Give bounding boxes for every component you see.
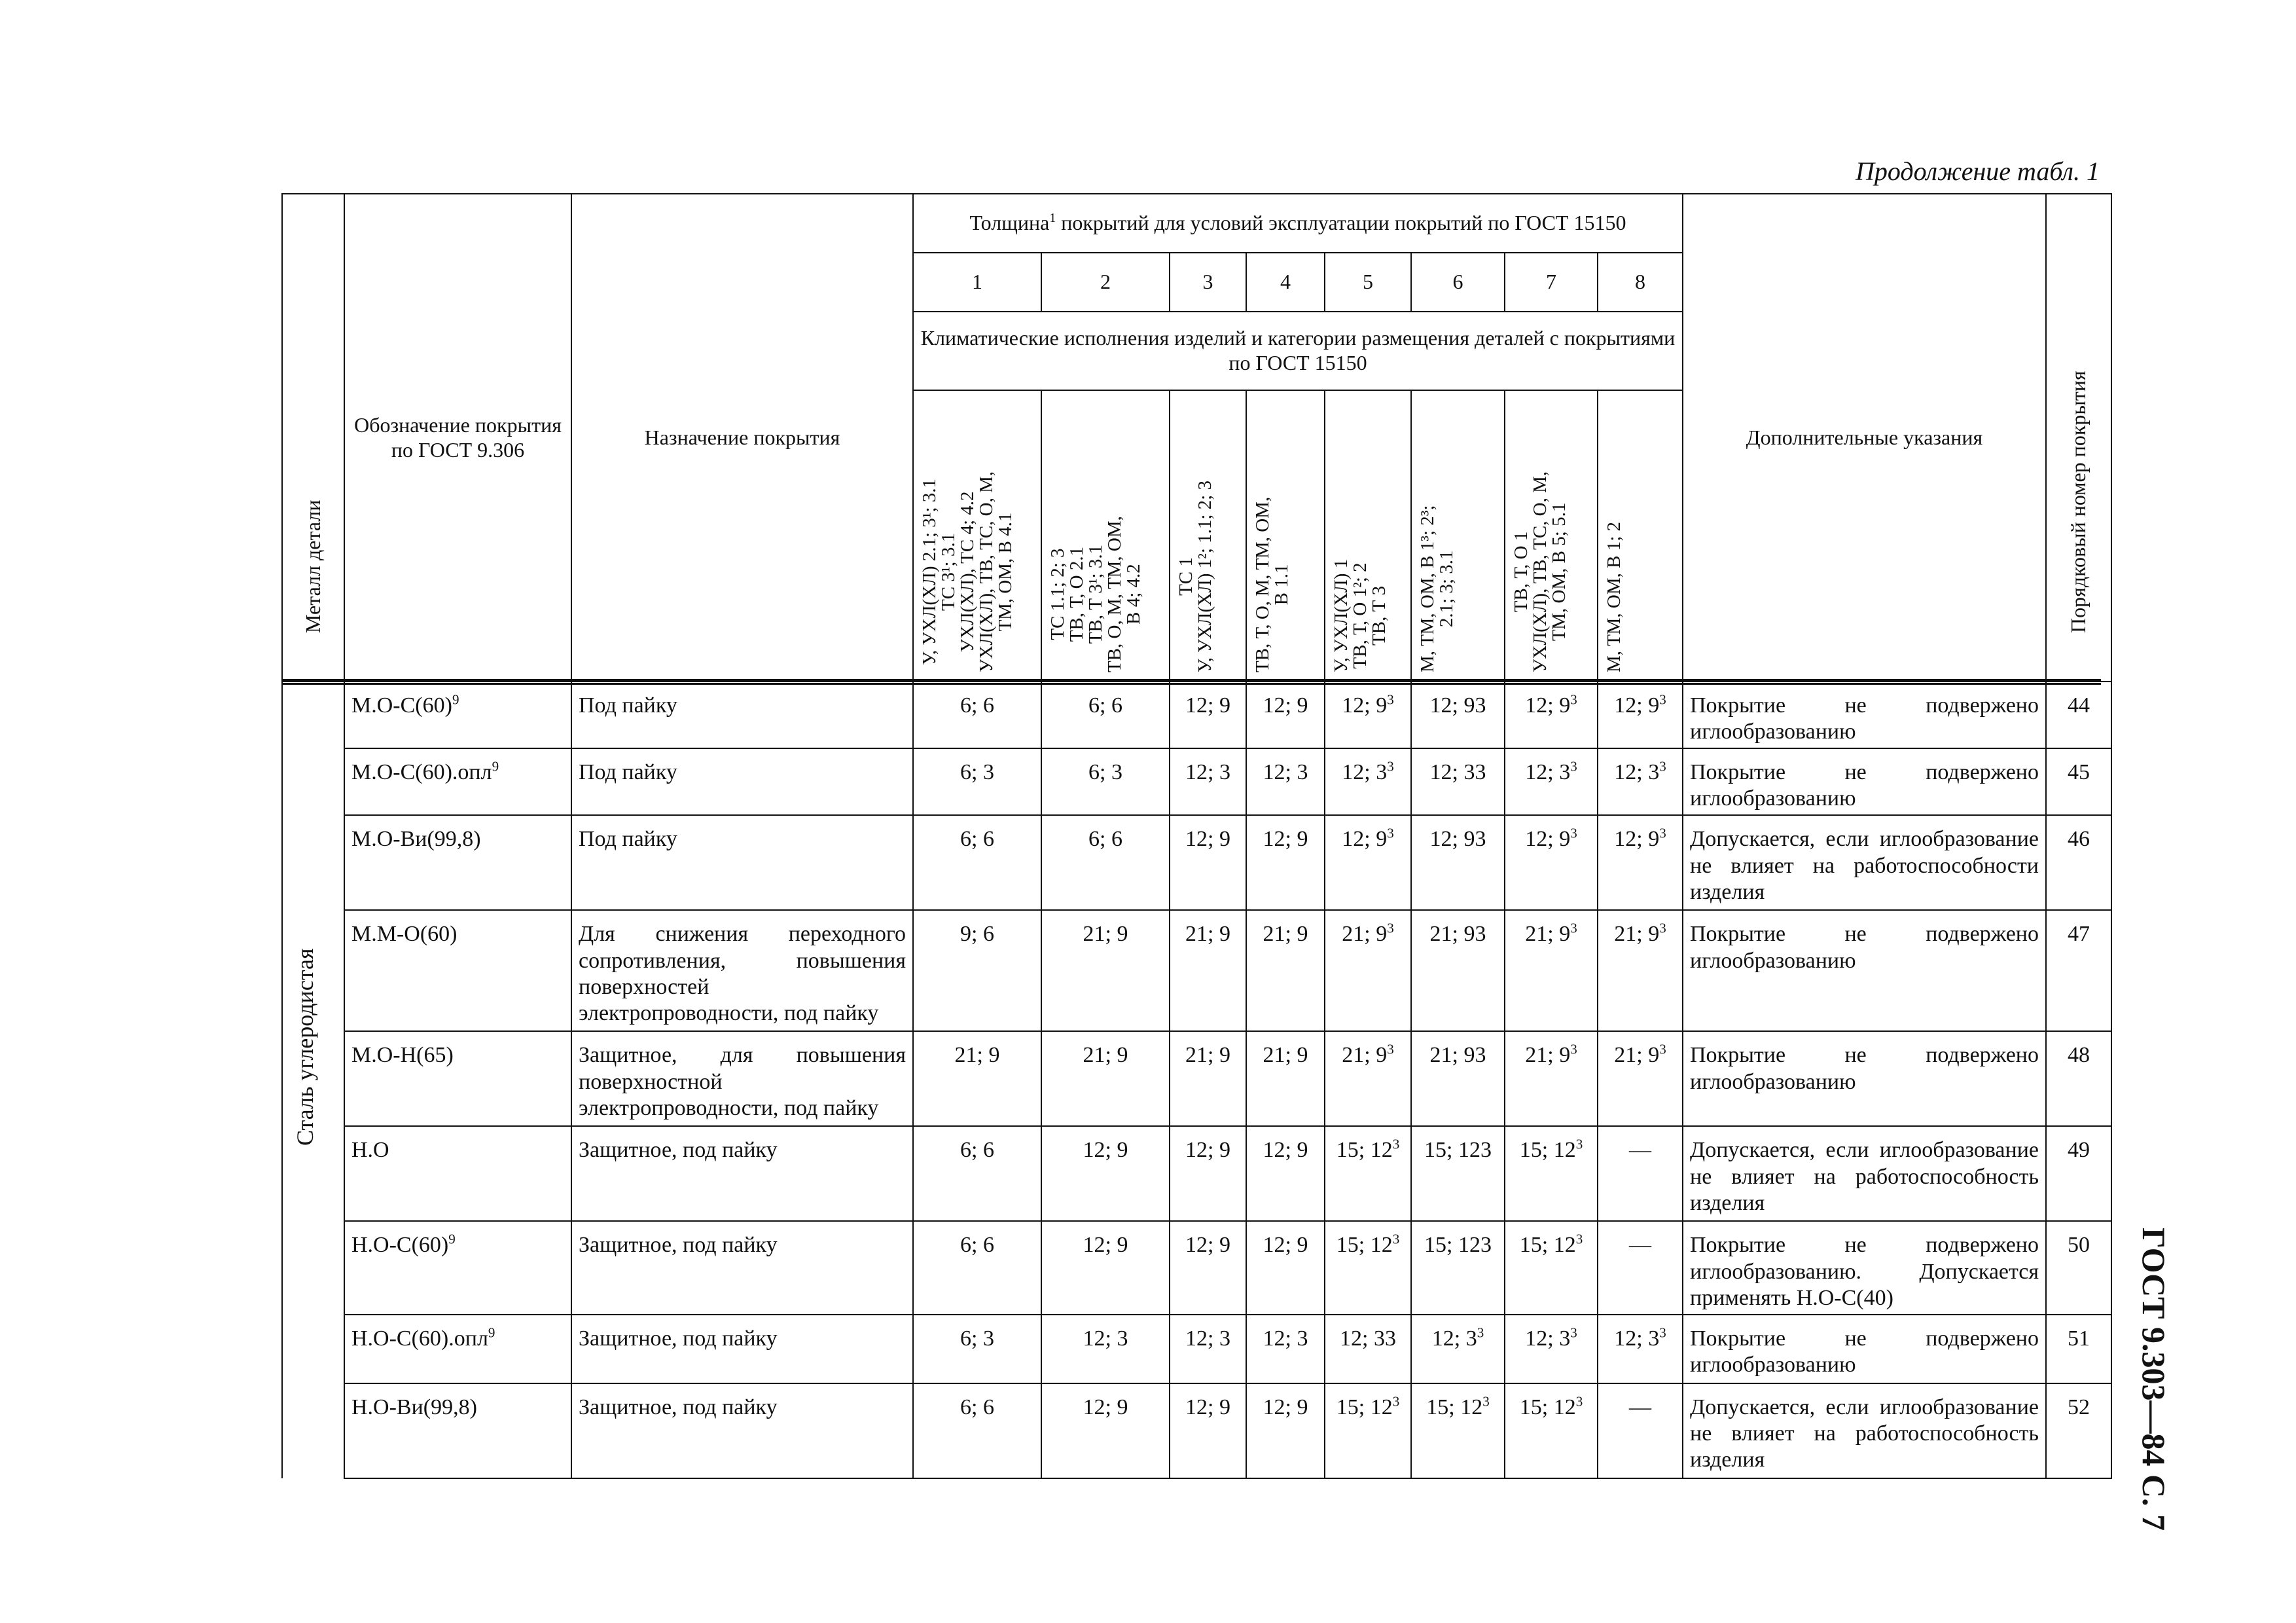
climate-line: УХЛ(ХЛ), ТВ, ТС, О, М,	[976, 471, 997, 672]
climate-cell-7	[1505, 390, 1598, 682]
climate-text-5	[1332, 559, 1389, 672]
designation-cell	[344, 910, 571, 1031]
thickness-value: 21; 9	[1083, 922, 1128, 947]
thickness-cell-5	[1325, 1221, 1411, 1314]
climate-text-2	[1049, 516, 1143, 672]
thickness-value: 12; 9	[1525, 827, 1571, 852]
side-caption: ГОСТ 9.303—84 С. 7	[2136, 1228, 2172, 1531]
header-purpose: Назначение покрытия	[571, 194, 913, 682]
notes-cell: Покрытие не подвержено иглообразованию	[1683, 1315, 2046, 1383]
thickness-value: 12; 3	[1431, 1326, 1477, 1351]
header-number	[2046, 194, 2111, 682]
climate-text-6	[1418, 505, 1456, 672]
climate-line: В 1.1	[1271, 564, 1292, 606]
thickness-cell-2	[1041, 682, 1170, 748]
thickness-footnote: 3	[1392, 1231, 1400, 1247]
notes-cell: Покрытие не подвержено иглообразованию	[1683, 748, 2046, 815]
thickness-value: 6; 6	[960, 1138, 994, 1163]
header-designation: Обозначение покрытия по ГОСТ 9.306	[344, 194, 571, 682]
climate-line: У, УХЛ(ХЛ) 2.1; 3¹; 3.1	[919, 478, 940, 665]
climate-line: ТВ, Т 3	[1369, 585, 1390, 646]
climate-text-4	[1253, 497, 1291, 672]
designation-text: Н.О-С(60).опл	[351, 1326, 488, 1351]
thickness-value: 12; 9	[1342, 693, 1388, 718]
thickness-value: 6; 6	[1088, 693, 1122, 718]
thickness-cell-5	[1325, 1383, 1411, 1478]
designation-footnote: 9	[488, 1324, 495, 1341]
thickness-cell-2	[1041, 748, 1170, 815]
thickness-cell-3	[1170, 682, 1246, 748]
thickness-cell-4	[1246, 682, 1325, 748]
header-notes: Дополнительные указания	[1683, 194, 2046, 682]
thickness-footnote: 3	[1570, 825, 1577, 841]
table-row	[282, 748, 2111, 815]
table-row	[282, 682, 2111, 748]
thickness-cell-4	[1246, 1315, 1325, 1383]
row-number-cell: 46	[2046, 815, 2111, 910]
thickness-cell-2	[1041, 1383, 1170, 1478]
notes-cell: Покрытие не подвержено иглообразованию	[1683, 682, 2046, 748]
climate-line: ТС 1.1; 2; 3	[1047, 548, 1068, 640]
thickness-value: 12; 9	[1083, 1233, 1128, 1258]
designation-cell	[344, 1126, 571, 1221]
thickness-cell-6	[1411, 1315, 1505, 1383]
purpose-cell: Под пайку	[571, 682, 913, 748]
thickness-footnote: 3	[1659, 1041, 1666, 1057]
climate-line: В 4; 4.2	[1123, 564, 1144, 625]
climate-text-7	[1512, 471, 1569, 672]
climate-line: ТВ, Т 3¹; 3.1	[1085, 544, 1106, 644]
thickness-value: 12; 9	[1185, 1233, 1230, 1258]
thickness-value: 21; 9	[1185, 1043, 1230, 1068]
purpose-cell: Для снижения переходного сопротивления, повышения поверхностей электропроводности, под пайку	[571, 910, 913, 1031]
designation-footnote: 9	[448, 1231, 456, 1247]
thickness-value: 12; 93	[1429, 827, 1486, 852]
climate-line: ТВ, О, М, ТМ, ОМ,	[1104, 516, 1125, 672]
thickness-value: 12; 9	[1263, 693, 1308, 718]
purpose-cell: Защитное, под пайку	[571, 1221, 913, 1314]
thickness-cell-6	[1411, 815, 1505, 910]
climate-cell-6	[1411, 390, 1505, 682]
header-metal	[282, 194, 344, 682]
thickness-cell-4	[1246, 1031, 1325, 1126]
thickness-value: 15; 12	[1336, 1233, 1393, 1258]
thickness-footnote: 3	[1387, 1041, 1394, 1057]
thickness-value: 21; 9	[1614, 922, 1660, 947]
climate-line: ТС 1	[1175, 557, 1196, 596]
thickness-cell-8	[1598, 1031, 1683, 1126]
thickness-cell-8	[1598, 1126, 1683, 1221]
thickness-cell-8	[1598, 815, 1683, 910]
thickness-value: 6; 3	[960, 760, 994, 785]
thickness-value: —	[1629, 1233, 1651, 1258]
designation-footnote: 9	[492, 758, 499, 775]
thickness-footnote: 3	[1570, 1041, 1577, 1057]
thickness-cell-1	[913, 1383, 1041, 1478]
thickness-value: 12; 9	[1185, 693, 1230, 718]
thickness-cell-6	[1411, 1031, 1505, 1126]
thickness-value: 21; 9	[1342, 922, 1388, 947]
thickness-cell-3	[1170, 1315, 1246, 1383]
thickness-value: 21; 93	[1429, 922, 1486, 947]
thickness-value: —	[1629, 1395, 1651, 1419]
thickness-cell-4	[1246, 910, 1325, 1031]
notes-cell: Покрытие не подвержено иглообразованию	[1683, 910, 2046, 1031]
notes-cell: Допускается, если иглообразование не влияет на работоспособность изделия	[1683, 1126, 2046, 1221]
thickness-cell-2	[1041, 910, 1170, 1031]
thickness-cell-3	[1170, 748, 1246, 815]
thickness-cell-6	[1411, 1221, 1505, 1314]
thickness-value: 12; 3	[1614, 760, 1660, 785]
thickness-footnote: 3	[1387, 920, 1394, 936]
thickness-footnote: 3	[1570, 758, 1577, 775]
thickness-value: —	[1629, 1138, 1651, 1163]
thickness-value: 21; 93	[1429, 1043, 1486, 1068]
thickness-cell-7	[1505, 910, 1598, 1031]
thickness-cell-6	[1411, 748, 1505, 815]
thickness-cell-2	[1041, 1031, 1170, 1126]
thickness-cell-2	[1041, 1315, 1170, 1383]
thickness-cell-8	[1598, 1221, 1683, 1314]
table-body	[282, 682, 2111, 1478]
thickness-cell-6	[1411, 1126, 1505, 1221]
thickness-cell-1	[913, 1031, 1041, 1126]
climate-line: ТВ, Т, О, М, ТМ, ОМ,	[1252, 496, 1273, 672]
notes-cell: Допускается, если иглообразование не влияет на работоспособность изделия	[1683, 1383, 2046, 1478]
thickness-cell-5	[1325, 910, 1411, 1031]
designation-text: М.О-Ви(99,8)	[351, 827, 481, 852]
thickness-footnote: 3	[1659, 691, 1666, 708]
condition-number-5: 5	[1325, 253, 1411, 312]
row-number-cell: 47	[2046, 910, 2111, 1031]
thickness-cell-3	[1170, 1383, 1246, 1478]
row-number-cell: 48	[2046, 1031, 2111, 1126]
thickness-cell-1	[913, 815, 1041, 910]
thickness-cell-7	[1505, 815, 1598, 910]
designation-text: М.О-С(60)	[351, 693, 452, 718]
climate-line: ТВ, Т, О 1²; 2	[1350, 562, 1371, 669]
climate-cell-2	[1041, 390, 1170, 682]
table-row	[282, 1126, 2111, 1221]
thickness-cell-8	[1598, 1383, 1683, 1478]
row-number-cell: 49	[2046, 1126, 2111, 1221]
thickness-value: 21; 9	[954, 1043, 1000, 1068]
thickness-value: 6; 6	[960, 827, 994, 852]
thickness-value: 12; 3	[1263, 1326, 1308, 1351]
thickness-cell-8	[1598, 748, 1683, 815]
designation-text: Н.О-Ви(99,8)	[351, 1395, 477, 1419]
header-metal-text: Металл детали	[301, 500, 325, 633]
row-number-cell: 52	[2046, 1383, 2111, 1478]
thickness-footnote: 3	[1659, 1324, 1666, 1341]
thickness-value: 12; 9	[1185, 1138, 1230, 1163]
designation-cell	[344, 1383, 571, 1478]
thickness-value: 12; 3	[1525, 760, 1571, 785]
thickness-value: 12; 9	[1342, 827, 1388, 852]
climate-line: У, УХЛ(ХЛ) 1²; 1.1; 2; 3	[1194, 481, 1215, 672]
thickness-footnote: 3	[1570, 920, 1577, 936]
thickness-footnote: 3	[1477, 1324, 1484, 1341]
header-thickness-prefix: Толщина	[969, 211, 1050, 235]
thickness-value: 12; 3	[1263, 760, 1308, 785]
thickness-cell-5	[1325, 1126, 1411, 1221]
thickness-value: 12; 9	[1263, 1138, 1308, 1163]
thickness-cell-2	[1041, 1221, 1170, 1314]
thickness-value: 6; 6	[960, 1395, 994, 1419]
thickness-footnote: 3	[1575, 1231, 1583, 1247]
designation-text: Н.О-С(60)	[351, 1233, 449, 1258]
thickness-value: 12; 9	[1185, 1395, 1230, 1419]
thickness-cell-5	[1325, 1315, 1411, 1383]
climate-line: 2.1; 3; 3.1	[1436, 550, 1457, 628]
thickness-cell-1	[913, 1221, 1041, 1314]
thickness-cell-7	[1505, 1126, 1598, 1221]
thickness-cell-3	[1170, 815, 1246, 910]
header-rule-1	[281, 679, 2101, 681]
thickness-value: 6; 6	[960, 1233, 994, 1258]
thickness-footnote: 3	[1659, 920, 1666, 936]
header-number-text: Порядковый номер покрытия	[2066, 371, 2090, 633]
designation-cell	[344, 748, 571, 815]
condition-number-6: 6	[1411, 253, 1505, 312]
thickness-value: 12; 9	[1263, 1395, 1308, 1419]
notes-cell: Покрытие не подвержено иглообразованию. Допускается применять Н.О-С(40)	[1683, 1221, 2046, 1314]
thickness-value: 12; 9	[1263, 1233, 1308, 1258]
designation-footnote: 9	[452, 691, 459, 708]
thickness-cell-7	[1505, 1031, 1598, 1126]
thickness-cell-3	[1170, 1221, 1246, 1314]
thickness-value: 6; 3	[1088, 760, 1122, 785]
thickness-footnote: 3	[1570, 1324, 1577, 1341]
thickness-value: 12; 33	[1340, 1326, 1396, 1351]
thickness-value: 21; 9	[1342, 1043, 1388, 1068]
thickness-value: 21; 9	[1263, 922, 1308, 947]
thickness-cell-6	[1411, 910, 1505, 1031]
thickness-value: 15; 123	[1424, 1138, 1492, 1163]
thickness-footnote: 3	[1570, 691, 1577, 708]
designation-text: М.О-С(60).опл	[351, 760, 492, 785]
thickness-value: 15; 12	[1426, 1395, 1483, 1419]
thickness-cell-4	[1246, 1126, 1325, 1221]
designation-cell	[344, 1031, 571, 1126]
thickness-cell-7	[1505, 1221, 1598, 1314]
thickness-footnote: 3	[1387, 691, 1394, 708]
thickness-footnote: 3	[1575, 1393, 1583, 1410]
thickness-footnote: 3	[1482, 1393, 1490, 1410]
header-thickness-rest: покрытий для условий эксплуатации покрытий по ГОСТ 15150	[1056, 211, 1626, 235]
designation-cell	[344, 815, 571, 910]
condition-number-7: 7	[1505, 253, 1598, 312]
thickness-footnote: 3	[1392, 1393, 1400, 1410]
thickness-cell-7	[1505, 1383, 1598, 1478]
thickness-cell-8	[1598, 1315, 1683, 1383]
thickness-value: 12; 9	[1525, 693, 1571, 718]
thickness-value: 6; 6	[1088, 827, 1122, 852]
row-number-cell: 44	[2046, 682, 2111, 748]
thickness-value: 6; 3	[960, 1326, 994, 1351]
climate-cell-8	[1598, 390, 1683, 682]
metal-group-label: Сталь углеродистая	[292, 948, 318, 1146]
notes-cell: Допускается, если иглообразование не влияет на работоспособности изделия	[1683, 815, 2046, 910]
table-row	[282, 910, 2111, 1031]
thickness-value: 12; 9	[1263, 827, 1308, 852]
thickness-cell-4	[1246, 748, 1325, 815]
purpose-cell: Защитное, под пайку	[571, 1126, 913, 1221]
thickness-value: 6; 6	[960, 693, 994, 718]
thickness-value: 9; 6	[960, 922, 994, 947]
thickness-cell-5	[1325, 748, 1411, 815]
header-thickness-sup: 1	[1049, 211, 1056, 226]
climate-line: У, УХЛ(ХЛ) 1	[1331, 558, 1352, 672]
designation-cell	[344, 1315, 571, 1383]
thickness-cell-4	[1246, 1221, 1325, 1314]
thickness-value: 15; 12	[1519, 1395, 1576, 1419]
table-row	[282, 1031, 2111, 1126]
thickness-cell-3	[1170, 1031, 1246, 1126]
thickness-cell-6	[1411, 1383, 1505, 1478]
thickness-value: 12; 33	[1429, 760, 1486, 785]
thickness-value: 12; 3	[1525, 1326, 1571, 1351]
thickness-cell-7	[1505, 1315, 1598, 1383]
thickness-cell-5	[1325, 682, 1411, 748]
purpose-cell: Под пайку	[571, 815, 913, 910]
coatings-table	[281, 193, 2112, 1479]
header-climate: Климатические исполнения изделий и категории размещения деталей с покрытиями по ГОСТ 15150	[913, 312, 1683, 390]
thickness-value: 15; 123	[1424, 1233, 1492, 1258]
condition-number-8: 8	[1598, 253, 1683, 312]
thickness-value: 15; 12	[1519, 1233, 1576, 1258]
thickness-value: 21; 9	[1263, 1043, 1308, 1068]
thickness-cell-2	[1041, 815, 1170, 910]
climate-cell-1	[913, 390, 1041, 682]
thickness-cell-8	[1598, 910, 1683, 1031]
designation-text: М.О-Н(65)	[351, 1043, 454, 1068]
row-number-cell: 50	[2046, 1221, 2111, 1314]
table-row	[282, 1383, 2111, 1478]
thickness-value: 21; 9	[1185, 922, 1230, 947]
thickness-value: 21; 9	[1083, 1043, 1128, 1068]
thickness-value: 12; 3	[1185, 1326, 1230, 1351]
row-number-cell: 51	[2046, 1315, 2111, 1383]
thickness-cell-7	[1505, 682, 1598, 748]
climate-line: ТС 3¹; 3.1	[938, 532, 959, 611]
designation-text: Н.О	[351, 1138, 389, 1163]
thickness-cell-5	[1325, 815, 1411, 910]
thickness-footnote: 3	[1387, 825, 1394, 841]
designation-text: М.М-О(60)	[351, 922, 457, 947]
thickness-value: 12; 9	[1083, 1138, 1128, 1163]
condition-number-4: 4	[1246, 253, 1325, 312]
condition-number-3: 3	[1170, 253, 1246, 312]
thickness-footnote: 3	[1575, 1136, 1583, 1152]
row-number-cell: 45	[2046, 748, 2111, 815]
purpose-cell: Защитное, для повышения поверхностной электропроводности, под пайку	[571, 1031, 913, 1126]
climate-cell-3	[1170, 390, 1246, 682]
header-thickness	[913, 194, 1683, 253]
climate-line: М, ТМ, ОМ, В 1; 2	[1604, 521, 1624, 672]
thickness-value: 21; 9	[1525, 922, 1571, 947]
thickness-value: 12; 9	[1614, 693, 1660, 718]
purpose-cell: Защитное, под пайку	[571, 1315, 913, 1383]
climate-line: УХЛ(ХЛ), ТВ, ТС, О, М,	[1530, 471, 1551, 672]
thickness-footnote: 3	[1659, 758, 1666, 775]
purpose-cell: Под пайку	[571, 748, 913, 815]
thickness-value: 12; 9	[1614, 827, 1660, 852]
thickness-cell-1	[913, 1315, 1041, 1383]
climate-line: ТВ, Т, О 2.1	[1066, 546, 1087, 642]
purpose-cell: Защитное, под пайку	[571, 1383, 913, 1478]
climate-line: ТМ, ОМ, В 5; 5.1	[1549, 502, 1570, 642]
condition-number-1: 1	[913, 253, 1041, 312]
thickness-cell-1	[913, 1126, 1041, 1221]
thickness-value: 15; 12	[1519, 1138, 1576, 1163]
climate-text-8	[1605, 522, 1624, 672]
thickness-value: 12; 93	[1429, 693, 1486, 718]
designation-cell	[344, 1221, 571, 1314]
thickness-footnote: 3	[1387, 758, 1394, 775]
climate-text-3	[1177, 481, 1215, 672]
climate-line: УХЛ(ХЛ), ТС 4; 4.2	[957, 491, 978, 653]
climate-line: ТВ, Т, О 1	[1511, 531, 1532, 613]
thickness-cell-3	[1170, 910, 1246, 1031]
thickness-cell-1	[913, 682, 1041, 748]
thickness-cell-4	[1246, 1383, 1325, 1478]
thickness-cell-1	[913, 748, 1041, 815]
thickness-value: 12; 9	[1083, 1395, 1128, 1419]
thickness-cell-7	[1505, 748, 1598, 815]
climate-cell-4	[1246, 390, 1325, 682]
thickness-value: 12; 3	[1083, 1326, 1128, 1351]
table-row	[282, 1315, 2111, 1383]
thickness-value: 15; 12	[1336, 1395, 1393, 1419]
thickness-footnote: 3	[1392, 1136, 1400, 1152]
thickness-cell-8	[1598, 682, 1683, 748]
thickness-cell-5	[1325, 1031, 1411, 1126]
header-rule-2	[281, 683, 2101, 685]
thickness-value: 21; 9	[1525, 1043, 1571, 1068]
thickness-value: 12; 3	[1614, 1326, 1660, 1351]
designation-cell	[344, 682, 571, 748]
thickness-value: 15; 12	[1336, 1138, 1393, 1163]
thickness-cell-1	[913, 910, 1041, 1031]
condition-number-2: 2	[1041, 253, 1170, 312]
thickness-cell-3	[1170, 1126, 1246, 1221]
thickness-value: 21; 9	[1614, 1043, 1660, 1068]
thickness-value: 12; 9	[1185, 827, 1230, 852]
table-row	[282, 815, 2111, 910]
climate-line: ТМ, ОМ, В 4.1	[995, 512, 1016, 632]
climate-cell-5	[1325, 390, 1411, 682]
thickness-value: 12; 3	[1185, 760, 1230, 785]
thickness-footnote: 3	[1659, 825, 1666, 841]
continuation-label: Продолжение табл. 1	[1855, 156, 2100, 186]
thickness-cell-6	[1411, 682, 1505, 748]
thickness-cell-2	[1041, 1126, 1170, 1221]
climate-line: М, ТМ, ОМ, В 1³; 2³;	[1417, 505, 1438, 672]
thickness-value: 12; 3	[1342, 760, 1388, 785]
thickness-cell-4	[1246, 815, 1325, 910]
notes-cell: Покрытие не подвержено иглообразованию	[1683, 1031, 2046, 1126]
table-row	[282, 1221, 2111, 1314]
climate-text-1	[920, 471, 1015, 672]
